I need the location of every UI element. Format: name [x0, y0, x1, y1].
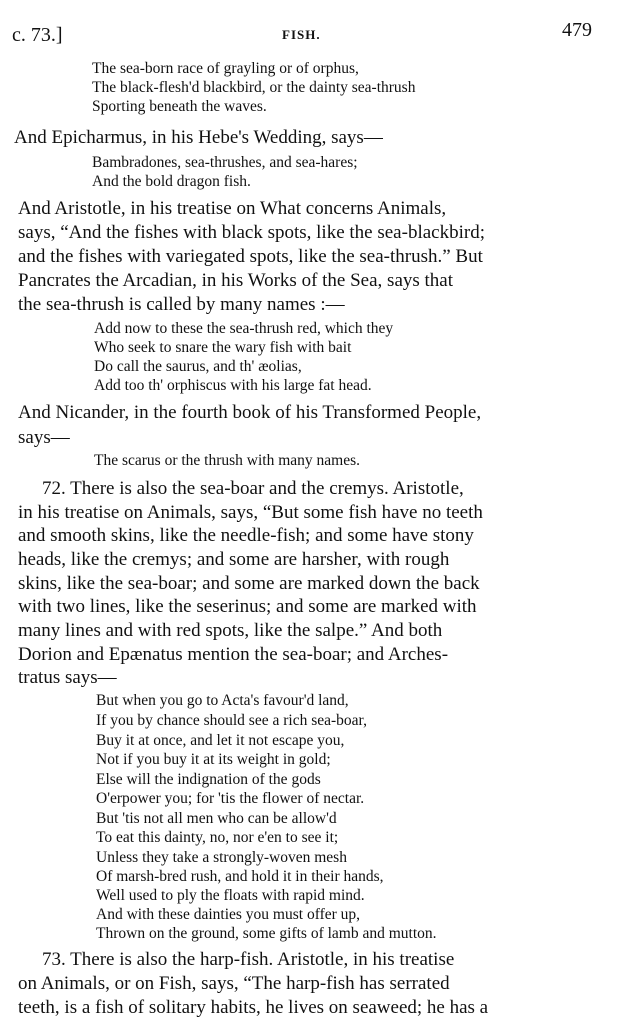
prose-line: And Aristotle, in his treatise on What concerns Animals, — [18, 198, 447, 219]
verse-line: O'erpower you; for 'tis the flower of nectar. — [96, 790, 365, 807]
page-number: 479 — [562, 19, 592, 41]
prose-line: 72. There is also the sea-boar and the cremys. Aristotle, — [42, 478, 464, 499]
verse-line: If you by chance should see a rich sea-boar, — [96, 712, 367, 729]
prose-line: teeth, is a fish of solitary habits, he lives on seaweed; he has a — [18, 997, 489, 1018]
verse-line: Bambradones, sea-thrushes, and sea-hares; — [92, 154, 358, 171]
prose-line: on Animals, or on Fish, says, “The harp-fish has serrated — [18, 973, 450, 994]
verse-line: The black-flesh'd blackbird, or the dainty sea-thrush — [92, 79, 416, 96]
verse-line: Else will the indignation of the gods — [96, 771, 321, 788]
prose-line: skins, like the sea-boar; and some are marked down the back — [18, 573, 480, 594]
section-reference: c. 73.] — [12, 24, 63, 46]
verse-line: Well used to ply the floats with rapid mind. — [96, 887, 365, 904]
prose-line: And Epicharmus, in his Hebe's Wedding, says— — [14, 127, 383, 148]
prose-line: and the fishes with variegated spots, like the sea-thrush.” But — [18, 246, 483, 267]
prose-line: and smooth skins, like the needle-fish; and some have stony — [18, 525, 474, 546]
verse-line: Unless they take a strongly-woven mesh — [96, 849, 347, 866]
verse-line: The scarus or the thrush with many names. — [94, 452, 361, 469]
verse-line: Sporting beneath the waves. — [92, 98, 267, 115]
verse-line: Who seek to snare the wary fish with bait — [94, 339, 352, 356]
prose-line: says— — [18, 427, 70, 448]
prose-line: says, “And the fishes with black spots, like the sea-blackbird; — [18, 222, 485, 243]
verse-line: Do call the saurus, and th' æolias, — [94, 358, 302, 375]
prose-line: heads, like the cremys; and some are harsher, with rough — [18, 549, 450, 570]
verse-line: Of marsh-bred rush, and hold it in their hands, — [96, 868, 384, 885]
prose-line: And Nicander, in the fourth book of his Transformed People, — [18, 402, 482, 423]
prose-line: the sea-thrush is called by many names :— — [18, 294, 345, 315]
verse-line: But when you go to Acta's favour'd land, — [96, 692, 349, 709]
verse-line: And the bold dragon fish. — [92, 173, 251, 190]
prose-line: 73. There is also the harp-fish. Aristotle, in his treatise — [42, 949, 455, 970]
verse-line: And with these dainties you must offer up, — [96, 906, 361, 923]
verse-line: Not if you buy it at its weight in gold; — [96, 751, 331, 768]
verse-line: Buy it at once, and let it not escape you, — [96, 732, 345, 749]
verse-line: The sea-born race of grayling or of orphus, — [92, 60, 359, 77]
verse-line: Add now to these the sea-thrush red, which they — [94, 320, 394, 337]
running-header — [0, 0, 630, 52]
verse-line: But 'tis not all men who can be allow'd — [96, 810, 337, 827]
prose-line: Pancrates the Arcadian, in his Works of the Sea, says that — [18, 270, 454, 291]
verse-line: Thrown on the ground, some gifts of lamb and mutton. — [96, 925, 437, 942]
prose-line: with two lines, like the seserinus; and some are marked with — [18, 596, 477, 617]
prose-line: in his treatise on Animals, says, “But some fish have no teeth — [18, 502, 483, 523]
verse-line: Add too th' orphiscus with his large fat head. — [94, 377, 372, 394]
prose-line: tratus says— — [18, 667, 117, 688]
prose-line: Dorion and Epænatus mention the sea-boar; and Arches- — [18, 644, 449, 665]
running-title: FISH. — [282, 27, 321, 42]
prose-line: many lines and with red spots, like the salpe.” And both — [18, 620, 443, 641]
verse-line: To eat this dainty, no, nor e'en to see it; — [96, 829, 339, 846]
